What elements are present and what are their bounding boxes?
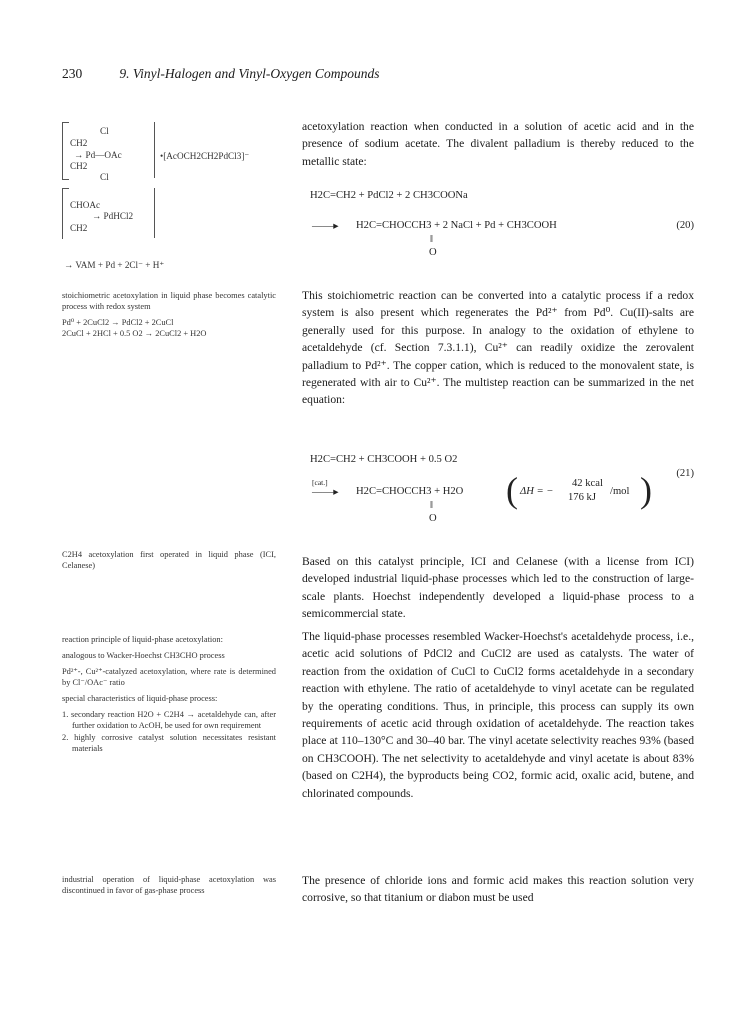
margin-note-first-operated — [62, 549, 276, 576]
equation-20-line1: H2C=CH2 + PdCl2 + 2 CH3COONa — [310, 190, 468, 201]
equation-20-carbonyl-bond: ‖ — [430, 234, 433, 245]
chapter-title: 9. Vinyl-Halogen and Vinyl-Oxygen Compounds — [119, 66, 380, 81]
scheme-cl-top: Cl — [100, 126, 109, 136]
scheme-complex: •[AcOCH2CH2PdCl3]⁻ — [160, 151, 250, 161]
equation-20 — [310, 186, 694, 272]
equation-20-arrow: ——▸ — [312, 221, 339, 232]
margin-note-principle-item1: 1. secondary reaction H2O + C2H4 → acetaldehyde can, after further oxidation to AcOH, be used for own requirement — [62, 710, 276, 730]
equation-21-carbonyl-o: O — [429, 513, 437, 524]
equation-20-number: (20) — [676, 220, 694, 231]
equation-21-catalyst-label: [cat.] — [312, 478, 328, 487]
margin-note-redox-eq2: 2CuCl + 2HCl + 0.5 O2 → 2CuCl2 + H2O — [62, 329, 207, 338]
scheme-cl-bottom: Cl — [100, 172, 109, 182]
main-paragraph-4: The liquid-phase processes resembled Wacker-Hoechst's acetaldehyde process, i.e., acetic acid solutions of PdCl2 and CuCl2 are used as catalysts. The water of reaction from the oxidation of CuCl to CuCl2 forms acetaldehyde in a secondary reaction with ethylene. The ratio of acetaldehyde to vinyl acetate can be regulated by the operating conditions. Thus, in principle, this process can supply its own requirements of acetic acid through oxidation of acetaldehyde. The reaction takes place at 110–130°C and 30–40 bar. The vinyl acetate selectivity reaches 93% (based on CH3COOH). The net selectivity to acetaldehyde and vinyl acetate is about 83% (based on C2H4), the byproducts being CO2, formic acid, oxalic acid, butene, and chlorinated compounds. — [302, 630, 694, 800]
equation-21-paren-close: ) — [640, 470, 652, 510]
reaction-scheme — [62, 120, 276, 280]
scheme-pdhcl: → PdHCl2 — [92, 211, 134, 221]
scheme-pd-oac: → Pd—OAc — [74, 150, 122, 160]
scheme-net-result: → VAM + Pd + 2Cl⁻ + H⁺ — [64, 260, 165, 270]
margin-note-principle-title: reaction principle of liquid-phase acetoxylation: — [62, 635, 223, 644]
page-header — [62, 66, 379, 82]
margin-note-principle-special: special characteristics of liquid-phase process: — [62, 694, 218, 703]
margin-note-redox-eq1: Pd⁰ + 2CuCl2 → PdCl2 + 2CuCl — [62, 318, 174, 327]
equation-21 — [310, 450, 694, 536]
margin-note-principle-analogous: analogous to Wacker-Hoechst CH3CHO process — [62, 651, 225, 660]
equation-20-line2: H2C=CHOCCH3 + 2 NaCl + Pd + CH3COOH — [356, 220, 557, 231]
equation-21-arrow: ——▸ — [312, 487, 339, 498]
equation-21-kj: 176 kJ — [568, 492, 596, 503]
page-number: 230 — [62, 66, 83, 81]
scheme-ch2-b: CH2 — [70, 161, 88, 171]
equation-21-number: (21) — [676, 468, 694, 479]
margin-note-principle-item2: 2. highly corrosive catalyst solution necessitates resistant materials — [62, 733, 276, 753]
scheme-bracket-upper-right — [148, 122, 155, 178]
equation-21-delta-h: ΔH = − — [520, 486, 554, 497]
main-paragraph-1: acetoxylation reaction when conducted in a solution of acetic acid and in the presence of sodium acetate. The divalent palladium is thereby reduced to the metallic state: — [302, 120, 694, 168]
margin-note-principle-rate: Pd²⁺-, Cu²⁺-catalyzed acetoxylation, where rate is determined by Cl⁻/OAc⁻ ratio — [62, 667, 276, 687]
main-paragraph-5: The presence of chloride ions and formic acid makes this reaction solution very corrosive, so that titanium or diabon must be used — [302, 874, 694, 905]
margin-note-discontinued — [62, 874, 276, 901]
scheme-ch2-a: CH2 — [70, 138, 88, 148]
margin-note-redox — [62, 290, 276, 339]
scheme-bracket-lower-right — [148, 188, 155, 238]
margin-note-first-operated-text: C2H4 acetoxylation first operated in liquid phase (ICI, Celanese) — [62, 550, 276, 570]
main-paragraph-2: This stoichiometric reaction can be converted into a catalytic process if a redox system is also present which regenerates the Pd²⁺ from Pd⁰. Cu(II)-salts are generally used for this purpose. In analogy to the oxidation of ethylene to acetaldehyde (cf. Section 7.3.1.1), Cu²⁺ can readily oxidize the zerovalent palladium to Pd²⁺. The copper cation, which is reduced to the monovalent state, is regenerated with air to Cu²⁺. The multistep reaction can be summarized in the net equation: — [302, 289, 694, 407]
equation-20-carbonyl-o: O — [429, 247, 437, 258]
scheme-ch2-c: CH2 — [70, 223, 88, 233]
equation-21-paren-open: ( — [506, 470, 518, 510]
equation-21-line2: H2C=CHOCCH3 + H2O — [356, 486, 464, 497]
equation-21-carbonyl-bond: ‖ — [430, 500, 433, 511]
equation-21-line1: H2C=CH2 + CH3COOH + 0.5 O2 — [310, 454, 458, 465]
margin-note-discontinued-text: industrial operation of liquid-phase acetoxylation was discontinued in favor of gas-phase process — [62, 875, 276, 895]
scheme-bracket-upper — [62, 122, 69, 180]
main-paragraph-3: Based on this catalyst principle, ICI and Celanese (with a license from ICI) developed industrial liquid-phase processes which led to the construction of large-scale plants. Hoechst independently developed a liquid-phase process to a semicommercial state. — [302, 555, 694, 621]
scheme-choac: CHOAc — [70, 200, 101, 210]
margin-note-redox-title: stoichiometric acetoxylation in liquid phase becomes catalytic process with redox system — [62, 291, 276, 311]
margin-note-reaction-principle — [62, 634, 276, 755]
scheme-bracket-lower — [62, 188, 69, 239]
equation-21-kcal: 42 kcal — [572, 478, 603, 489]
equation-21-per-mol: /mol — [610, 486, 630, 497]
